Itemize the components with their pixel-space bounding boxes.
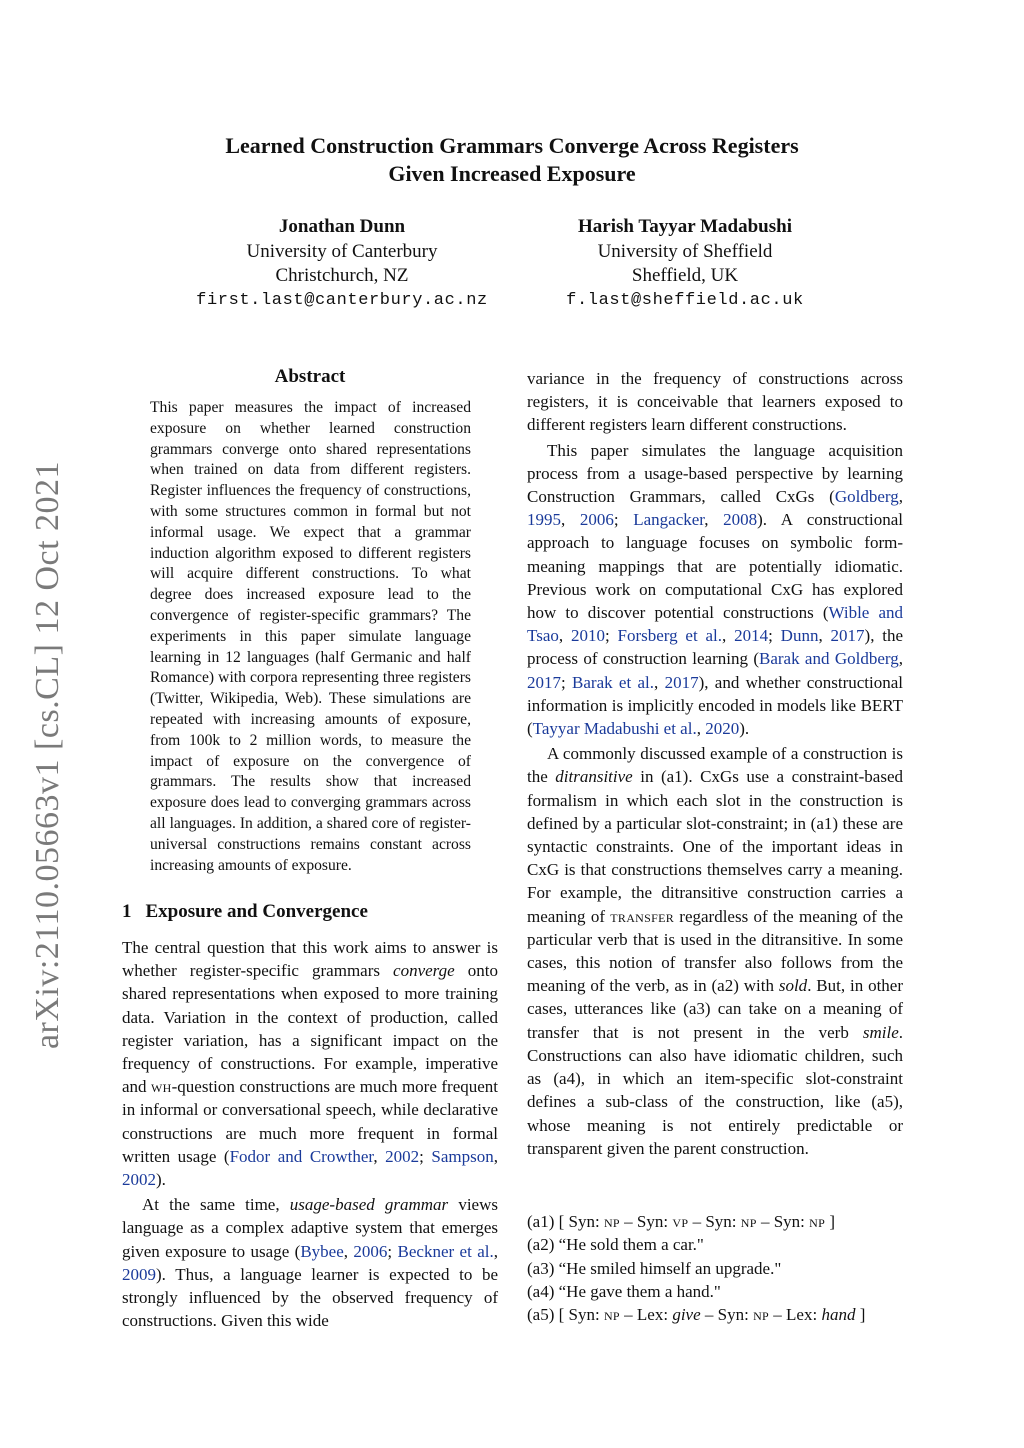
section-number: 1 — [122, 901, 132, 922]
separator: ; — [561, 672, 573, 692]
text-run: . Constructions can also have idiomatic children, such as (a4), in which an item-specific slot-constraint defines a sub-class of the construction, like (a5), whose meaning is not entirely predictable or transparent given the parent construction. — [527, 1022, 903, 1158]
text-run: ). A constructional approach to language focuses on symbolic form-meaning mappings that are potentially idiomatic. Previous work on computational CxG has explored how to discover potential constructions ( — [527, 510, 903, 623]
example-a5 — [527, 1303, 907, 1326]
text-run: (a5) [ Syn: — [527, 1305, 604, 1325]
separator: , — [696, 719, 706, 739]
text-run: This paper simulates the language acquisition process from a usage-based perspective by learning Construction Grammars, called CxGs ( — [527, 440, 903, 507]
text-run: A commonly discussed example of a construction is the — [527, 744, 903, 787]
author-name: Jonathan Dunn — [278, 216, 406, 237]
text-run: (a1) [ Syn: — [527, 1212, 604, 1231]
citation-link[interactable]: 2002 — [385, 1146, 420, 1166]
citation-link[interactable]: 2002 — [122, 1170, 156, 1190]
text-run: ). Thus, a language learner is expected to be strongly influenced by the observed frequency of constructions. Given this wide — [122, 1264, 498, 1331]
text-run: – Syn: — [619, 1212, 673, 1231]
citation-link[interactable]: 2009 — [122, 1264, 156, 1284]
text-run: ), and whether constructional information is implicitly encoded in models like BERT ( — [527, 672, 903, 739]
separator: , — [818, 626, 831, 646]
separator: , — [722, 626, 735, 646]
text-run: views language as a complex adaptive system that emerges given exposure to usage ( — [122, 1195, 498, 1261]
emphasis: ditransitive — [555, 767, 633, 787]
text-run: – Lex: — [769, 1305, 822, 1325]
title-line-1: Learned Construction Grammars Converge Across Registers — [225, 133, 799, 158]
citation-link[interactable]: 2006 — [353, 1241, 388, 1261]
arxiv-identifier: arXiv:2110.05663v1 [cs.CL] 12 Oct 2021 — [29, 460, 67, 1050]
emphasis: smile — [862, 1022, 899, 1042]
author-affiliation: University of Canterbury — [246, 240, 438, 262]
arxiv-stamp — [8, 455, 88, 1055]
separator: , — [493, 1146, 499, 1166]
emphasis: sold — [778, 976, 808, 996]
example-a4: (a4) “He gave them a hand." — [527, 1281, 721, 1301]
citation-link[interactable]: Goldberg — [834, 487, 899, 507]
citation-link[interactable]: 2020 — [705, 719, 740, 739]
paragraph — [122, 1193, 498, 1332]
small-caps-term: np — [753, 1305, 770, 1325]
separator: , — [898, 487, 903, 507]
text-run: At the same time, — [142, 1195, 290, 1215]
author-email: first.last@canterbury.ac.nz — [196, 290, 488, 310]
separator: , — [704, 510, 724, 530]
text-run: -question constructions are much more frequent in informal or conversational speech, while declarative constructions are much more frequent in formal written usage ( — [122, 1077, 499, 1166]
separator: ; — [387, 1241, 398, 1261]
text-run: . But, in other cases, utterances like (a3) can take on a meaning of transfer that is not present in the verb — [527, 976, 904, 1042]
citation-link[interactable]: Sampson — [431, 1146, 494, 1166]
text-run: – Syn: — [688, 1212, 741, 1231]
separator: ; — [768, 626, 781, 646]
separator: ; — [613, 510, 634, 530]
citation-link[interactable]: 2017 — [830, 626, 865, 646]
emphasis: usage-based grammar — [289, 1195, 449, 1215]
citation-link[interactable]: 2006 — [579, 510, 614, 530]
author-affiliation: University of Sheffield — [597, 240, 773, 262]
citation-link[interactable]: Wible and Tsao — [527, 603, 904, 646]
citation-link[interactable]: Forsberg et al. — [617, 626, 723, 646]
text-run: – Syn: — [756, 1212, 810, 1231]
text-run: variance in the frequency of constructions across registers, it is conceivable that learners exposed to different registers learn different constructions. — [527, 369, 903, 435]
text-run: ] — [825, 1212, 836, 1231]
separator: , — [558, 626, 571, 646]
citation-link[interactable]: Barak and Goldberg — [758, 649, 899, 669]
text-run: regardless of the meaning of the particular verb that is used in the ditransitive. In some cases, this notion of transfer also follows from the meaning of the verb, as in (a2) with — [527, 906, 904, 996]
author-location: Christchurch, NZ — [275, 265, 409, 286]
paragraph — [527, 367, 903, 437]
small-caps-term: np — [740, 1212, 757, 1231]
paragraph — [527, 439, 903, 741]
right-column-body — [527, 367, 903, 1160]
citation-link[interactable]: Bybee — [300, 1241, 344, 1261]
abstract-heading: Abstract — [274, 366, 346, 387]
example-a1 — [527, 1210, 907, 1233]
abstract-text: This paper measures the impact of increased exposure on whether learned construction grammars converge onto shared representations when trained on data from different registers. Register influences the frequency of constructions, with some structures common in formal but not informal usage. We expect that a grammar induction algorithm exposed to different registers will acquire different constructions. To what degree does increased exposure lead to the convergence of register-specific grammars? The experiments in this paper simulate language learning in 12 languages (half Germanic and half Romance) with corpora representing three registers (Twitter, Wikipedia, Web). These simulations are repeated with increasing amounts of exposure, from 100k to 2 million words, to measure the impact of exposure on the convergence of grammars. The results show that increased exposure does lead to converging grammars across all languages. In addition, a shared core of register-universal constructions remains constant across increasing amounts of exposure. — [150, 399, 471, 874]
author-location: Sheffield, UK — [631, 265, 739, 286]
text-run: The central question that this work aims to answer is whether register-specific grammars — [122, 938, 498, 981]
separator: , — [493, 1241, 498, 1261]
author-block-1 — [172, 215, 512, 313]
citation-link[interactable]: Dunn — [780, 626, 819, 646]
text-run: onto shared representations when exposed to more training data. Variation in the context of production, called register variation, has a significant impact on the frequency of constructions. For example, imperative and — [122, 961, 498, 1097]
small-caps-term: wh — [151, 1077, 172, 1097]
separator: ; — [419, 1146, 432, 1166]
small-caps-term: np — [809, 1212, 826, 1231]
separator: , — [654, 672, 665, 692]
text-run: ), the process of construction learning ( — [527, 626, 904, 669]
paragraph — [122, 936, 498, 1191]
citation-link[interactable]: Barak et al. — [572, 672, 655, 692]
citation-link[interactable]: 2017 — [527, 672, 561, 692]
small-caps-term: transfer — [610, 906, 675, 926]
text-run: ). — [739, 719, 750, 739]
citation-link[interactable]: Fodor and Crowther — [229, 1146, 374, 1166]
citation-link[interactable]: 1995 — [527, 510, 561, 530]
citation-link[interactable]: 2014 — [734, 626, 769, 646]
text-run: – Syn: — [700, 1305, 754, 1325]
emphasis: converge — [393, 961, 455, 981]
text-run: ] — [855, 1305, 866, 1325]
example-list — [527, 1210, 907, 1326]
text-run: ). — [156, 1170, 166, 1190]
example-a3: (a3) “He smiled himself an upgrade." — [527, 1258, 782, 1278]
separator: , — [343, 1241, 354, 1261]
example-a2: (a2) “He sold them a car." — [527, 1235, 704, 1255]
small-caps-term: np — [603, 1212, 620, 1231]
separator: ; — [604, 626, 618, 646]
author-email: f.last@sheffield.ac.uk — [566, 290, 804, 310]
citation-link[interactable]: Tayyar Madabushi et al. — [532, 719, 697, 739]
paragraph — [527, 742, 903, 1160]
citation-link[interactable]: 2008 — [723, 510, 758, 530]
small-caps-term: vp — [672, 1212, 689, 1231]
text-run: – Lex: — [619, 1305, 673, 1325]
author-name: Harish Tayyar Madabushi — [577, 216, 792, 237]
separator: , — [373, 1146, 386, 1166]
citation-link[interactable]: Langacker — [633, 510, 705, 530]
author-block-2 — [540, 215, 830, 313]
small-caps-term: np — [603, 1305, 620, 1325]
citation-link[interactable]: Beckner et al. — [397, 1241, 494, 1261]
paper-title — [150, 132, 874, 188]
emphasis: hand — [821, 1305, 856, 1325]
separator: , — [561, 510, 580, 530]
title-line-2: Given Increased Exposure — [388, 161, 636, 186]
text-run: in (a1). CxGs use a constraint-based formalism in which each slot in the construction is defined by a particular slot-constraint; in (a1) these are syntactic constraints. One of the important ideas in CxG is that constructions themselves carry a meaning. For example, the ditransitive construction carries a meaning of — [527, 767, 903, 926]
citation-link[interactable]: 2017 — [664, 672, 699, 692]
section-heading — [122, 901, 368, 923]
left-column-body — [122, 936, 498, 1332]
emphasis: give — [672, 1305, 701, 1325]
separator: , — [898, 649, 903, 669]
citation-link[interactable]: 2010 — [570, 626, 605, 646]
section-title: Exposure and Convergence — [145, 901, 368, 922]
